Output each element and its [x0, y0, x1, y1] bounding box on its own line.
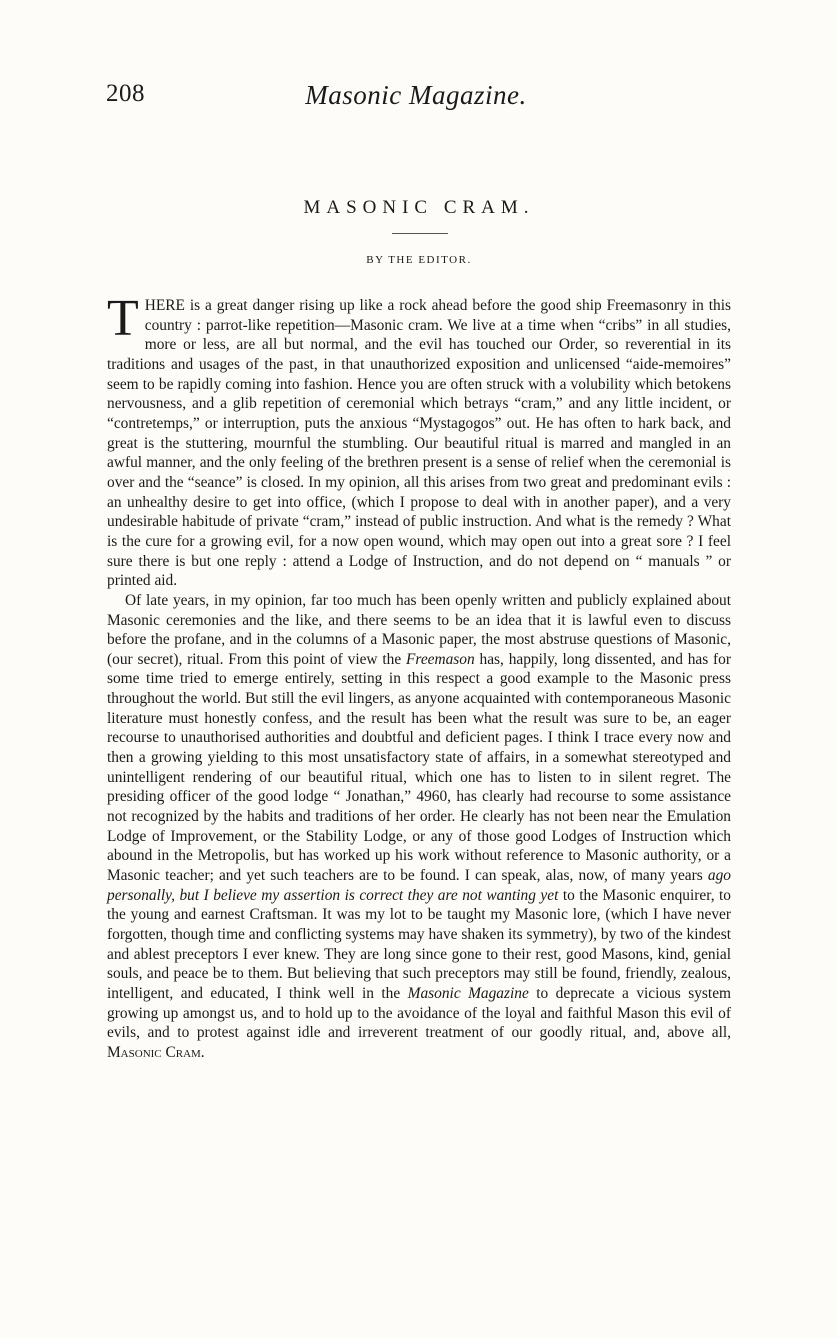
publication-name: Freemason: [406, 650, 475, 668]
journal-title: Masonic Magazine.: [305, 80, 527, 110]
paragraph-text: HERE is a great danger rising up like a rock ahead before the good ship Freemasonry in this country : parrot-like repetition—Masonic cram. We live at a time when “cribs” in all studies, more or less, are all but normal, and the evil has touched our Order, so reverential in its traditions and usages of the past, in that unauthorized exposition and unlicensed “aide-memoires” seem to be rapidly coming into fashion. Hence you are often struck with a volubility which betokens nervousness, and a glib repetition of ceremonial which betrays “cram,” and any little incident, or “contretemps,” or interruption, puts the anxious “Mystagogos” out. He has often to hark back, and great is the stuttering, mournful the stumbling. Our beautiful ritual is marred and mangled in an awful manner, and the only feeling of the brethren present is a sense of relief when the ceremonial is over and the “seance” is closed. In my opinion, all this arises from two great and predominant evils : an unhealthy desire to get into office, (which I propose to deal with in another paper), and a very undesirable habitude of private “cram,” instead of public instruction. And what is the remedy ? What is the cure for a growing evil, for a now open wound, which may open out into a great sore ? I feel sure there is but one reply : attend a Lodge of Instruction, and do not depend on “ manuals ” or printed aid.: [107, 297, 731, 590]
article-body: [107, 290, 731, 1063]
paragraph-text: has, happily, long dissented, and has for some time tried to emerge entirely, setting in this respect a good example to the Masonic press throughout the world. But still the evil lingers, as anyone acquainted with contemporaneous Masonic literature must honestly confess, and the result has been what the result was sure to be, an eager recourse to unauthorised authorities and doubtful and deficient pages. I think I trace every now and then a growing yielding to this most unsatisfactory state of affairs, in a somewhat stereotyped and unintelligent rendering of our beautiful ritual, which one has to listen to in silent regret. The presiding officer of the good lodge “ Jonathan,” 4960, has clearly had recourse to some assistance not recognized by the habits and traditions of her order. He clearly has not been near the Emulation Lodge of Improvement, or the Stability Lodge, or any of those good Lodges of Instruction which abound in the Metropolis, but has worked up his work without reference to Masonic authority, or a Masonic teacher; and yet such teachers are to be found. I can speak, alas, now, of many years: [107, 650, 731, 885]
italic-text: ago personally, but I believe my assertion is correct they are not wanting yet: [107, 867, 731, 904]
running-head: [106, 80, 726, 120]
drop-cap: T: [107, 290, 139, 347]
publication-name: Masonic Magazine: [407, 984, 529, 1002]
article-title: MASONIC CRAM.: [303, 197, 535, 218]
paragraph-text: to deprecate a vicious system growing up amongst us, and to hold up to the avoidance of the loyal and faithful Mason this evil of evils, and to protest against idle and irreverent treatment of our goodly ritual, and, above all,: [107, 984, 731, 1042]
paragraph-text: Of late years, in my opinion, far too much has been openly written and publicly explained about Masonic ceremonies and the like, and there seems to be an idea that it is lawful even to discuss before the profane, and in the columns of a Masonic paper, the most abstruse questions of Masonic, (our secret), ritual. From this point of view the: [107, 591, 731, 668]
byline: BY THE EDITOR.: [366, 254, 472, 266]
title-rule: [392, 233, 448, 234]
paragraph: [107, 290, 731, 591]
page-number: 208: [106, 80, 145, 107]
paragraph-text: to the Masonic enquirer, to the young and earnest Craftsman. It was my lot to be taught my Masonic lore, (which I have never forgotten, though time and conflicting systems may have shaken its symmetry), by two of the kindest and ablest preceptors I ever knew. They are long since gone to their rest, good Masons, kind, genial souls, and peace be to them. But believing that such preceptors may still be found, friendly, zealous, intelligent, and educated, I think well in the: [107, 886, 731, 1002]
paragraph: [107, 591, 731, 1063]
small-caps-text: Masonic Cram.: [107, 1043, 205, 1061]
